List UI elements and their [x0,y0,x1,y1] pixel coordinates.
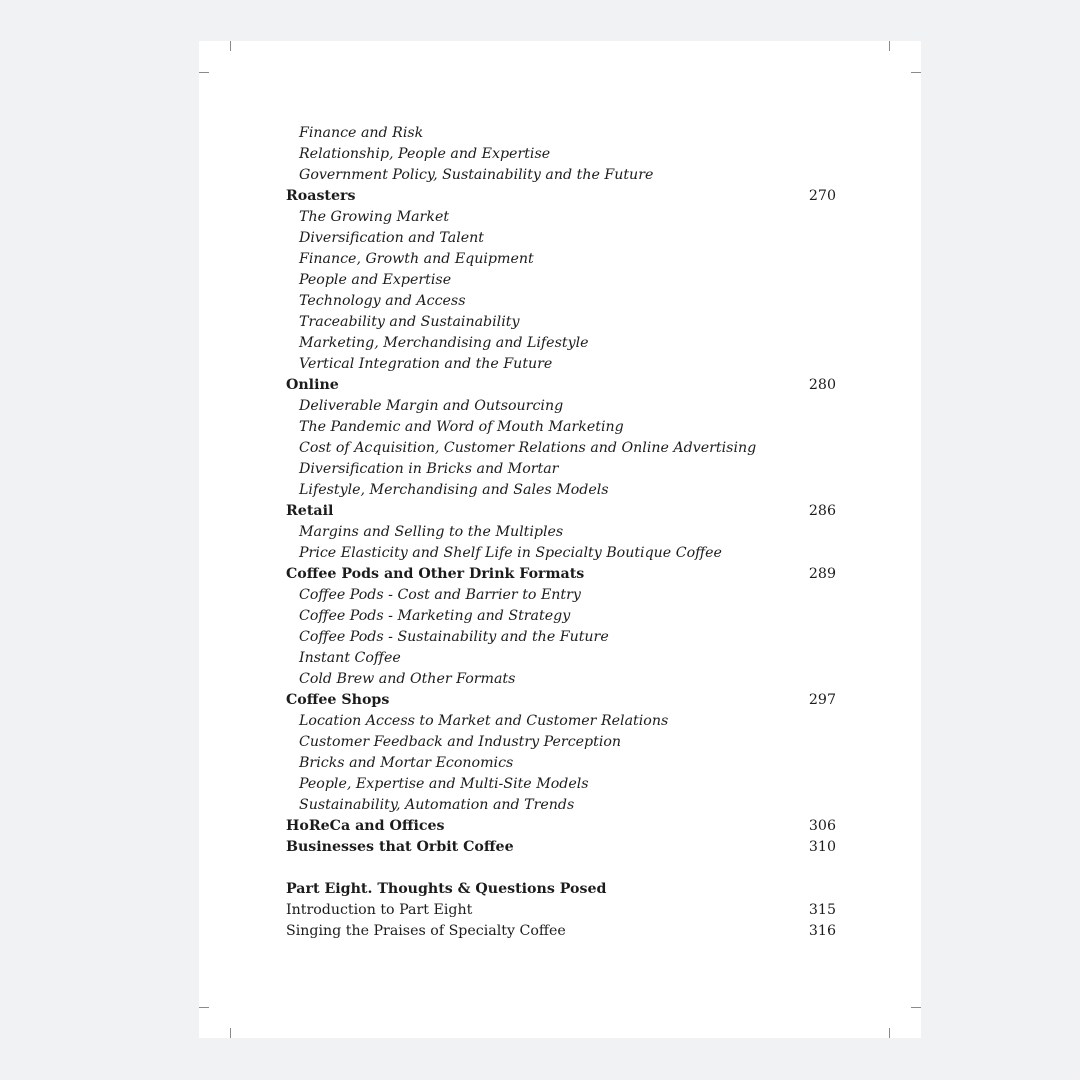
toc-entry-title: Price Elasticity and Shelf Life in Specialty Boutique Coffee [299,545,722,561]
crop-mark-bottom-right-horizontal [911,1007,921,1008]
toc-entry-title: Bricks and Mortar Economics [299,755,514,771]
toc-entry-title: Coffee Pods - Marketing and Strategy [299,608,571,624]
toc-subentry [286,648,836,669]
toc-subentry [286,795,836,816]
toc-page-number: 316 [808,923,836,939]
toc-entry-title: Coffee Pods - Cost and Barrier to Entry [299,587,581,603]
crop-mark-top-right-vertical [889,41,890,51]
toc-entry-title: Traceability and Sustainability [299,314,520,330]
toc-spacer [286,858,836,879]
crop-mark-top-left-vertical [230,41,231,51]
toc-entry-title: Technology and Access [299,293,466,309]
toc-entry [286,900,836,921]
toc-entry-title: Cost of Acquisition, Customer Relations and Online Advertising [299,440,757,456]
toc-section-entry [286,564,836,585]
toc-page-number: 315 [808,902,836,918]
toc-section-entry [286,690,836,711]
toc-section-entry [286,186,836,207]
toc-entry-title: Cold Brew and Other Formats [299,671,516,687]
toc-subentry [286,669,836,690]
toc-subentry [286,354,836,375]
toc-page-number: 280 [808,377,836,393]
toc-subentry [286,207,836,228]
toc-subentry [286,438,836,459]
toc-subentry [286,480,836,501]
toc-subentry [286,333,836,354]
toc-entry-title: Introduction to Part Eight [286,902,473,918]
crop-mark-bottom-left-horizontal [199,1007,209,1008]
toc-subentry [286,753,836,774]
toc-section-entry [286,501,836,522]
toc-entry-title: Diversification and Talent [299,230,484,246]
toc-subentry [286,459,836,480]
toc-entry-title: The Pandemic and Word of Mouth Marketing [299,419,624,435]
toc-subentry [286,291,836,312]
toc-entry-title: Roasters [286,188,356,204]
toc-subentry [286,774,836,795]
toc-page-number: 270 [808,188,836,204]
toc-page-number: 310 [808,839,836,855]
book-page [199,41,921,1038]
table-of-contents [286,123,836,942]
toc-entry-title: Online [286,377,339,393]
toc-entry-title: The Growing Market [299,209,450,225]
toc-entry-title: Lifestyle, Merchandising and Sales Models [299,482,609,498]
toc-page-number: 297 [808,692,836,708]
toc-entry-title: People, Expertise and Multi-Site Models [299,776,589,792]
toc-section-entry [286,837,836,858]
toc-subentry [286,522,836,543]
toc-entry-title: Instant Coffee [299,650,401,666]
toc-entry-title: Coffee Pods - Sustainability and the Future [299,629,609,645]
toc-subentry [286,270,836,291]
toc-entry-title: Coffee Pods and Other Drink Formats [286,566,585,582]
toc-section-entry [286,879,836,900]
toc-entry-title: Vertical Integration and the Future [299,356,553,372]
toc-entry-title: Finance and Risk [299,125,424,141]
toc-entry-title: People and Expertise [299,272,452,288]
toc-subentry [286,144,836,165]
toc-subentry [286,606,836,627]
toc-entry-title: Part Eight. Thoughts & Questions Posed [286,881,607,897]
toc-entry-title: Customer Feedback and Industry Perception [299,734,622,750]
toc-section-entry [286,375,836,396]
crop-mark-bottom-right-vertical [889,1028,890,1038]
crop-mark-top-left-horizontal [199,72,209,73]
toc-subentry [286,711,836,732]
toc-entry-title: Diversification in Bricks and Mortar [299,461,559,477]
toc-entry-title: Relationship, People and Expertise [299,146,551,162]
toc-section-entry [286,816,836,837]
toc-entry-title: Marketing, Merchandising and Lifestyle [299,335,589,351]
toc-subentry [286,228,836,249]
toc-page-number: 286 [808,503,836,519]
toc-subentry [286,396,836,417]
toc-subentry [286,543,836,564]
toc-page-number: 306 [808,818,836,834]
toc-entry-title: Coffee Shops [286,692,390,708]
toc-entry-title: Retail [286,503,334,519]
toc-subentry [286,627,836,648]
toc-subentry [286,312,836,333]
toc-subentry [286,585,836,606]
toc-entry-title: HoReCa and Offices [286,818,445,834]
toc-entry-title: Margins and Selling to the Multiples [299,524,564,540]
toc-entry-title: Businesses that Orbit Coffee [286,839,514,855]
toc-subentry [286,165,836,186]
toc-subentry [286,249,836,270]
toc-subentry [286,732,836,753]
toc-entry-title: Deliverable Margin and Outsourcing [299,398,564,414]
toc-entry [286,921,836,942]
toc-subentry [286,417,836,438]
toc-entry-title: Location Access to Market and Customer Relations [299,713,669,729]
toc-entry-title: Singing the Praises of Specialty Coffee [286,923,566,939]
toc-entry-title: Sustainability, Automation and Trends [299,797,575,813]
crop-mark-bottom-left-vertical [230,1028,231,1038]
crop-mark-top-right-horizontal [911,72,921,73]
toc-subentry [286,123,836,144]
toc-entry-title: Finance, Growth and Equipment [299,251,534,267]
toc-page-number: 289 [808,566,836,582]
toc-entry-title: Government Policy, Sustainability and the Future [299,167,654,183]
